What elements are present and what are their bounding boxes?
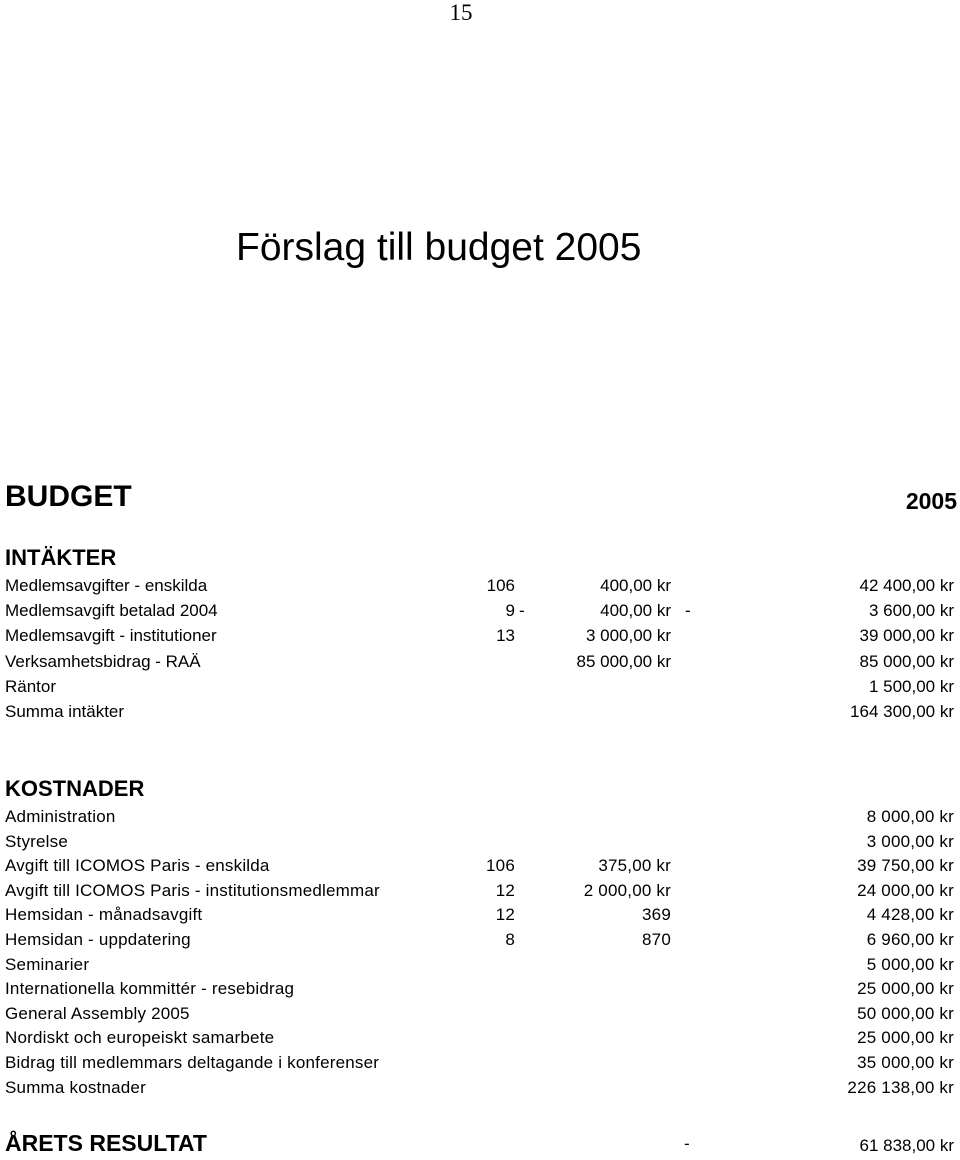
table-row xyxy=(0,675,960,699)
row-count: 8 xyxy=(505,930,515,949)
row-label: General Assembly 2005 xyxy=(5,1003,190,1023)
row-label: Medlemsavgifter - enskilda xyxy=(5,576,208,595)
row-total: 25 000,00 kr xyxy=(857,1028,954,1048)
row-label: Summa kostnader xyxy=(5,1077,146,1097)
row-count: 106 xyxy=(486,856,515,876)
row-total: 25 000,00 kr xyxy=(857,979,954,999)
income-heading: INTÄKTER xyxy=(5,545,117,570)
row-unit-amount: 3 000,00 kr xyxy=(585,626,671,646)
row-unit-amount: 2 000,00 kr xyxy=(583,880,671,900)
row-total: 50 000,00 kr xyxy=(857,1003,954,1023)
table-row xyxy=(0,1026,960,1050)
row-total: 42 400,00 kr xyxy=(859,576,954,595)
row-label: Medlemsavgift - institutioner xyxy=(5,626,217,646)
annual-result-sign: - xyxy=(684,1134,690,1153)
row-total: 85 000,00 kr xyxy=(859,651,954,671)
row-sign: - xyxy=(519,601,525,621)
row-label: Hemsidan - uppdatering xyxy=(5,930,191,949)
row-unit-amount: 375,00 kr xyxy=(598,856,671,876)
row-total: 24 000,00 kr xyxy=(857,880,954,900)
table-row xyxy=(0,650,960,674)
row-total: 226 138,00 kr xyxy=(847,1077,954,1097)
row-count: 13 xyxy=(496,626,515,646)
table-row xyxy=(0,1002,960,1026)
row-count: 106 xyxy=(486,576,515,595)
row-total: 6 960,00 kr xyxy=(866,930,954,949)
row-label: Administration xyxy=(5,807,116,826)
table-row xyxy=(0,928,960,952)
row-sign: - xyxy=(685,601,691,621)
row-total: 4 428,00 kr xyxy=(866,905,954,925)
row-label: Seminarier xyxy=(5,954,90,974)
row-total: 5 000,00 kr xyxy=(866,954,954,974)
row-total: 3 000,00 kr xyxy=(866,831,954,851)
row-label: Medlemsavgift betalad 2004 xyxy=(5,601,218,621)
annual-result-label: ÅRETS RESULTAT xyxy=(5,1130,207,1156)
row-label: Räntor xyxy=(5,676,57,696)
row-unit-amount: 870 xyxy=(642,930,671,949)
row-total: 3 600,00 kr xyxy=(868,601,954,621)
row-label: Styrelse xyxy=(5,831,69,851)
annual-result-row xyxy=(0,1128,960,1160)
row-count: 12 xyxy=(495,880,515,900)
budget-heading: BUDGET xyxy=(5,480,132,513)
table-row xyxy=(0,700,960,724)
row-unit-amount: 400,00 kr xyxy=(600,576,671,595)
row-unit-amount: 369 xyxy=(642,905,671,925)
row-label: Avgift till ICOMOS Paris - institutionsmedlemmar xyxy=(5,880,380,900)
table-row xyxy=(0,903,960,927)
page-number: 15 xyxy=(449,0,473,25)
table-row xyxy=(0,953,960,977)
row-total: 39 750,00 kr xyxy=(857,856,954,876)
row-label: Nordiskt och europeiskt samarbete xyxy=(5,1028,275,1048)
row-label: Summa intäkter xyxy=(5,702,125,721)
row-label: Avgift till ICOMOS Paris - enskilda xyxy=(5,856,270,876)
table-row xyxy=(0,854,960,878)
table-row xyxy=(0,624,960,648)
table-row xyxy=(0,977,960,1001)
budget-year: 2005 xyxy=(905,488,957,514)
row-label: Verksamhetsbidrag - RAÄ xyxy=(5,651,201,671)
row-unit-amount: 85 000,00 kr xyxy=(576,651,671,671)
row-unit-amount: 400,00 kr xyxy=(600,601,671,621)
row-total: 1 500,00 kr xyxy=(868,676,954,696)
row-label: Bidrag till medlemmars deltagande i konferenser xyxy=(5,1053,380,1072)
table-row xyxy=(0,879,960,903)
row-total: 8 000,00 kr xyxy=(866,807,954,826)
table-row xyxy=(0,830,960,854)
table-row xyxy=(0,574,960,598)
table-row xyxy=(0,805,960,829)
row-label: Internationella kommittér - resebidrag xyxy=(5,979,295,999)
annual-result-value: 61 838,00 kr xyxy=(859,1136,954,1155)
row-total: 39 000,00 kr xyxy=(859,626,954,646)
table-row xyxy=(0,1076,960,1100)
row-total: 164 300,00 kr xyxy=(850,702,954,721)
table-row xyxy=(0,1051,960,1075)
row-label: Hemsidan - månadsavgift xyxy=(5,905,203,925)
page-title: Förslag till budget 2005 xyxy=(236,226,642,269)
table-row xyxy=(0,599,960,623)
row-count: 9 xyxy=(505,601,515,621)
costs-heading: KOSTNADER xyxy=(5,776,145,801)
row-total: 35 000,00 kr xyxy=(857,1053,954,1072)
row-count: 12 xyxy=(495,905,515,925)
